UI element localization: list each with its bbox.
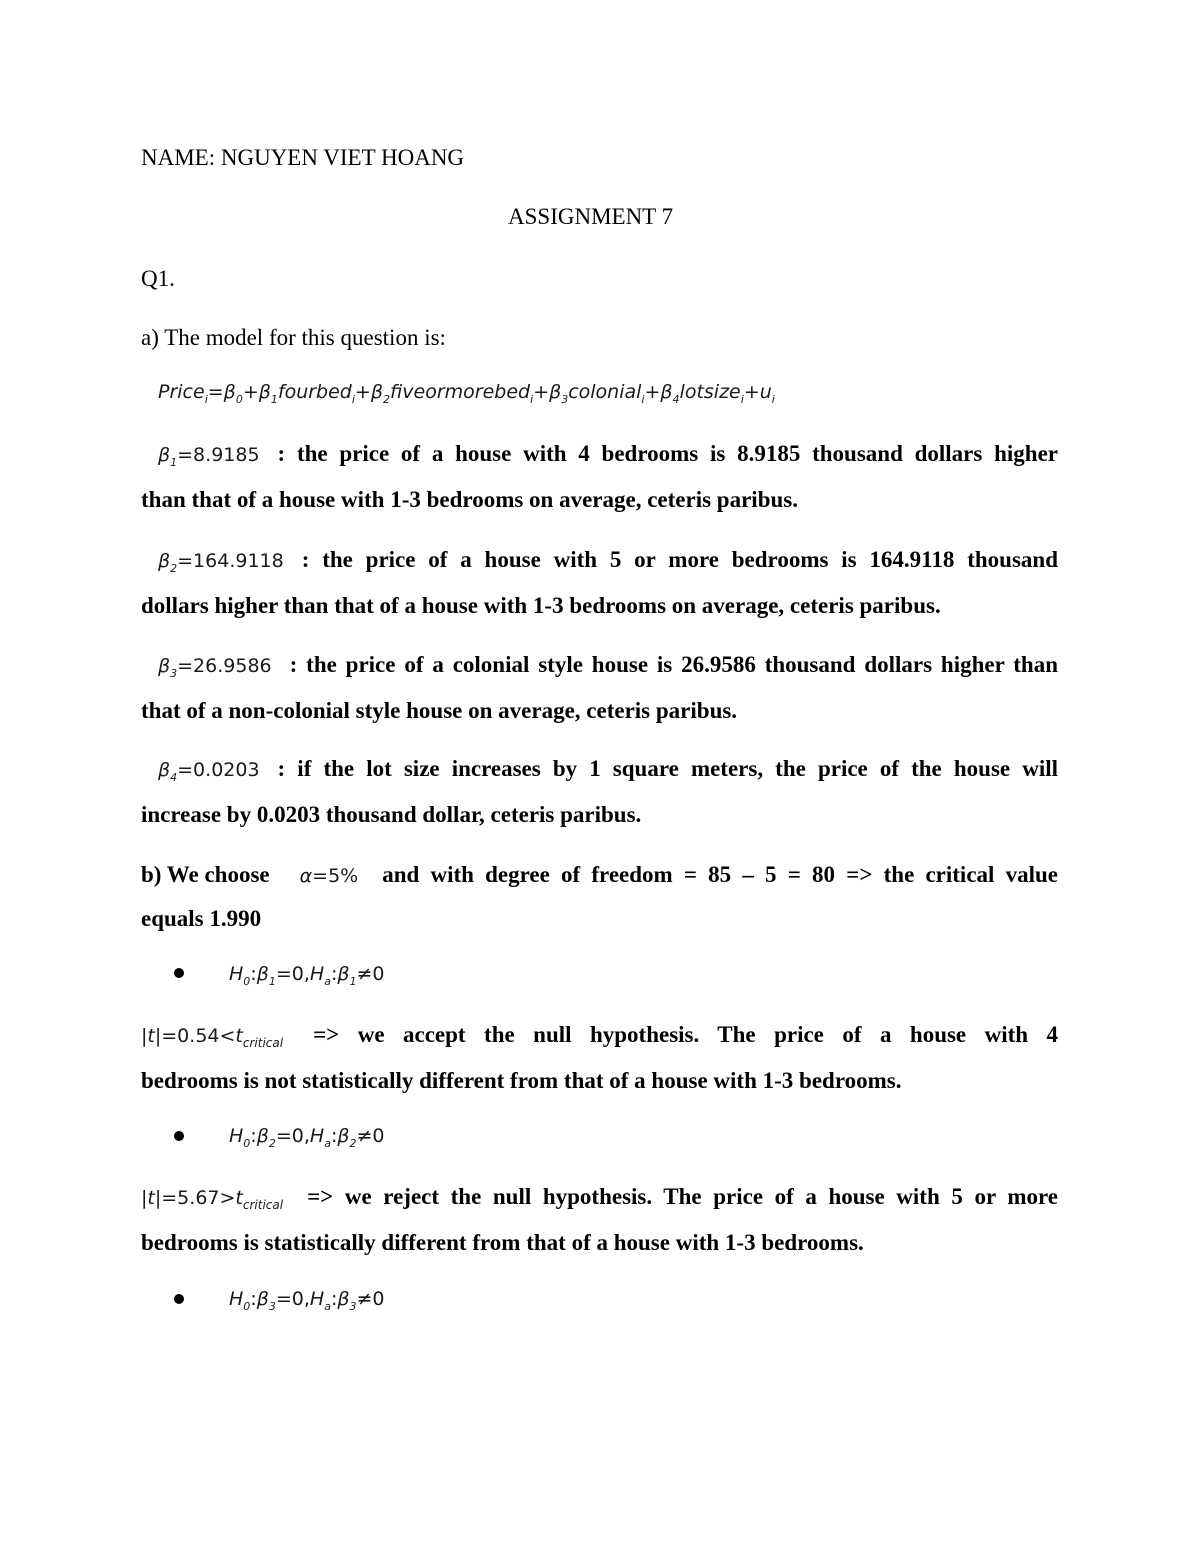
- part-b-line2: equals 1.990: [141, 906, 262, 931]
- test2-t-statistic: $|t|=5.67>t_{critical}$: [141, 1187, 284, 1212]
- beta4-interpretation-line1: [141, 756, 1058, 782]
- beta1-symbol: $\beta_1$: [158, 444, 178, 469]
- beta2-value: =164.9118: [177, 550, 284, 572]
- model-equation: $Price_i=\beta_0+\beta_1fourbed_i+\beta_2fiveormorebed_i+\beta_3colonial_i+\beta_4lotsize_i+u_i$: [158, 381, 775, 406]
- beta1-interpretation-line2: than that of a house with 1-3 bedrooms on average, ceteris paribus.: [141, 487, 798, 512]
- test2-line2: bedrooms is statistically different from that of a house with 1-3 bedrooms.: [141, 1230, 864, 1255]
- beta2-interpretation-line2: dollars higher than that of a house with 1-3 bedrooms on average, ceteris paribus.: [141, 593, 941, 618]
- beta2-interpretation-line1: [141, 547, 1058, 573]
- test1-line1: [141, 1022, 1058, 1048]
- part-b-line1: [141, 862, 1058, 888]
- beta1-value: =8.9185: [177, 444, 260, 466]
- beta2-text: : the price of a house with 5 or more bedrooms is 164.9118 thousand: [301, 547, 1058, 572]
- part-b-prefix: b) We choose: [141, 862, 270, 887]
- bullet-2: [174, 1131, 184, 1141]
- beta2-symbol: $\beta_2$: [158, 550, 178, 575]
- hypothesis-1: $H_0:\beta_1=0,H_a:\beta_1\ne 0$: [229, 963, 385, 988]
- question-label: Q1.: [141, 266, 175, 291]
- beta3-interpretation-line2: that of a non-colonial style house on average, ceteris paribus.: [141, 698, 738, 723]
- test1-text: => we accept the null hypothesis. The price of a house with 4: [313, 1022, 1058, 1047]
- bullet-1: [174, 968, 184, 978]
- beta1-interpretation-line1: [141, 441, 1058, 467]
- test1-line2: bedrooms is not statistically different from that of a house with 1-3 bedrooms.: [141, 1068, 902, 1093]
- beta3-interpretation-line1: [141, 652, 1058, 678]
- beta4-interpretation-line2: increase by 0.0203 thousand dollar, ceteris paribus.: [141, 802, 642, 827]
- bullet-3: [174, 1294, 184, 1304]
- test2-line1: [141, 1184, 1058, 1210]
- student-name: NAME: NGUYEN VIET HOANG: [141, 145, 465, 170]
- beta4-symbol: $\beta_4$: [158, 759, 178, 784]
- test1-t-statistic: $|t|=0.54<t_{critical}$: [141, 1025, 284, 1050]
- hypothesis-3: $H_0:\beta_3=0,H_a:\beta_3\ne 0$: [229, 1288, 385, 1313]
- beta1-text: : the price of a house with 4 bedrooms is 8.9185 thousand dollars higher: [277, 441, 1058, 466]
- test2-text: => we reject the null hypothesis. The price of a house with 5 or more: [307, 1184, 1058, 1209]
- assignment-title: ASSIGNMENT 7: [508, 204, 674, 229]
- beta4-text: : if the lot size increases by 1 square meters, the price of the house will: [277, 756, 1058, 781]
- alpha-expression: α=5%: [299, 865, 359, 887]
- beta3-symbol: $\beta_3$: [158, 655, 178, 680]
- beta3-value: =26.9586: [177, 655, 272, 677]
- part-b-rest: and with degree of freedom = 85 – 5 = 80 => the critical value: [382, 862, 1058, 887]
- hypothesis-2: $H_0:\beta_2=0,H_a:\beta_2\ne 0$: [229, 1125, 385, 1150]
- part-a-intro: a) The model for this question is:: [141, 325, 446, 350]
- beta3-text: : the price of a colonial style house is 26.9586 thousand dollars higher than: [289, 652, 1058, 677]
- beta4-value: =0.0203: [177, 759, 260, 781]
